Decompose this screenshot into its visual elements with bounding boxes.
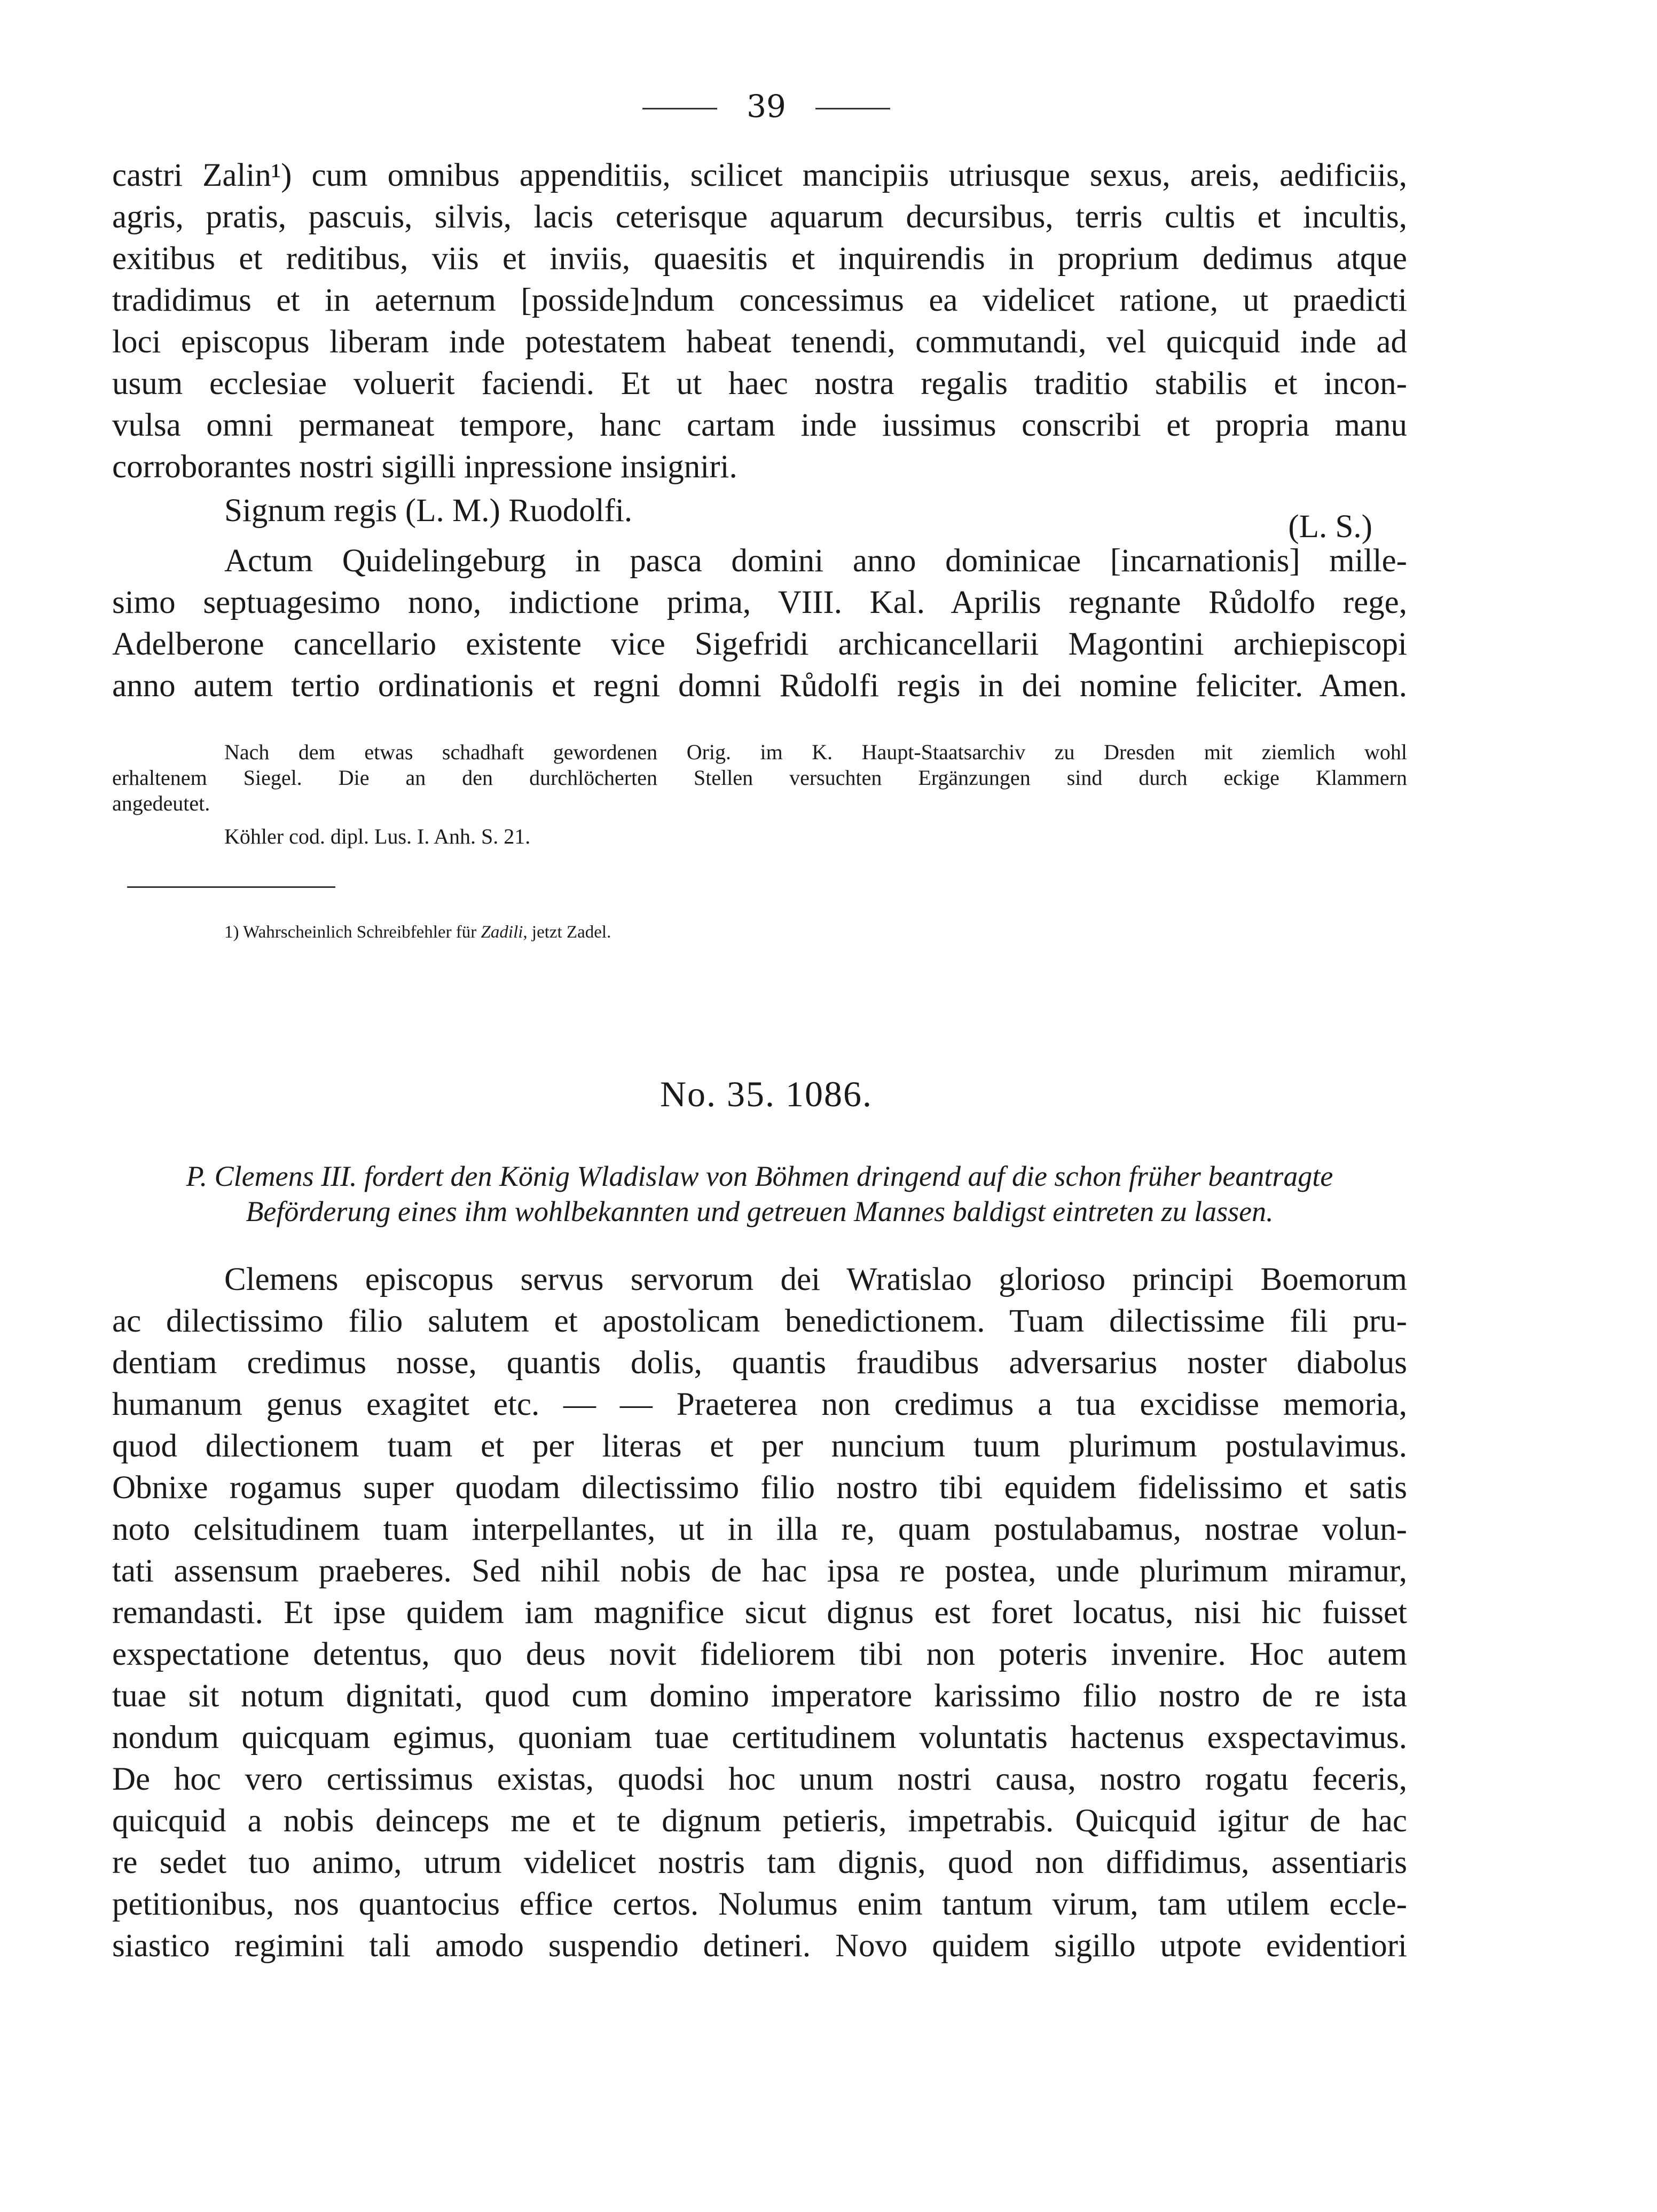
page-number: 39 bbox=[747, 88, 786, 124]
footnote-suffix: , jetzt Zadel. bbox=[523, 923, 611, 942]
letter-line: Obnixe rogamus super quodam dilectissimo filio nostro tibi equidem fidelissimo et satis bbox=[112, 1470, 1407, 1506]
header-rule-left bbox=[642, 108, 717, 109]
document-title: No. 35. 1086. bbox=[659, 1074, 873, 1114]
charter-line: exitibus et reditibus, viis et inviis, quaesitis et inquirendis in proprium dedimus atque bbox=[112, 241, 1407, 277]
charter-line: vulsa omni permaneat tempore, hanc cartam inde iussimus conscribi et propria manu bbox=[112, 407, 1407, 443]
actum-paragraph bbox=[112, 540, 1407, 707]
letter-line: humanum genus exagitet etc. — — Praeterea non credimus a tua excidisse memoria, bbox=[112, 1387, 1407, 1422]
footnote bbox=[224, 923, 611, 942]
signature-row bbox=[224, 490, 1407, 545]
letter-line: re sedet tuo animo, utrum videlicet nostris tam dignis, quod non diffidimus, assentiaris bbox=[112, 1845, 1407, 1880]
letter-line: remandasti. Et ipse quidem iam magnifice sicut dignus est foret locatus, nisi hic fuisset bbox=[112, 1595, 1407, 1631]
letter-line: dentiam credimus nosse, quantis dolis, quantis fraudibus adversarius noster diabolus bbox=[112, 1345, 1407, 1381]
letter-line: exspectatione detentus, quo deus novit fideliorem tibi non poteris invenire. Hoc autem bbox=[112, 1636, 1407, 1672]
source-note-line: angedeutet. bbox=[112, 791, 210, 815]
charter-line: usum ecclesiae voluerit faciendi. Et ut haec nostra regalis traditio stabilis et incon- bbox=[112, 366, 1407, 402]
letter-line: ac dilectissimo filio salutem et apostolicam benedictionem. Tuam dilectissime fili pru- bbox=[112, 1303, 1407, 1339]
charter-line: tradidimus et in aeternum [posside]ndum concessimus ea videlicet ratione, ut praedicti bbox=[112, 282, 1407, 318]
source-note-line: Nach dem etwas schadhaft gewordenen Orig. im K. Haupt-Staatsarchiv zu Dresden mit ziemlich wohl bbox=[224, 740, 1407, 764]
letter-line: De hoc vero certissimus existas, quodsi hoc unum nostri causa, nostro rogatu feceris, bbox=[112, 1761, 1407, 1797]
letter-line: nondum quicquam egimus, quoniam tuae certitudinem voluntatis hactenus exspectavimus. bbox=[112, 1720, 1407, 1756]
actum-line: simo septuagesimo nono, indictione prima, VIII. Kal. Aprilis regnante Růdolfo rege, bbox=[112, 585, 1407, 620]
footnote-rule bbox=[127, 886, 335, 888]
letter-line: quod dilectionem tuam et per literas et per nuncium tuum plurimum postulavimus. bbox=[112, 1428, 1407, 1464]
letter-line: petitionibus, nos quantocius effice certos. Nolumus enim tantum virum, tam utilem eccle- bbox=[112, 1886, 1407, 1922]
actum-line: anno autem tertio ordinationis et regni domni Růdolfi regis in dei nomine feliciter. Amen. bbox=[112, 668, 1407, 704]
charter-text bbox=[112, 155, 1407, 488]
actum-line: Adelberone cancellario existente vice Sigefridi archicancellarii Magontini archiepiscopi bbox=[112, 626, 1407, 662]
footnote-prefix: 1) Wahrscheinlich Schreibfehler für bbox=[224, 923, 481, 942]
charter-line: agris, pratis, pascuis, silvis, lacis ceterisque aquarum decursibus, terris cultis et incultis, bbox=[112, 199, 1407, 235]
charter-line: castri Zalin¹) cum omnibus appenditiis, scilicet mancipiis utriusque sexus, areis, aedificiis, bbox=[112, 158, 1407, 193]
source-note-line: erhaltenem Siegel. Die an den durchlöcherten Stellen versuchten Ergänzungen sind durch eckige Klammern bbox=[112, 766, 1407, 790]
source-note bbox=[112, 739, 1407, 849]
signum-text: Signum regis (L. M.) Ruodolfi. bbox=[224, 493, 633, 529]
letter-line: quicquid a nobis deinceps me et te dignum petieris, impetrabis. Quicquid igitur de hac bbox=[112, 1803, 1407, 1839]
regest-line: Beförderung eines ihm wohlbekannten und getreuen Mannes baldigst eintreten zu lassen. bbox=[246, 1195, 1274, 1227]
charter-line: loci episcopus liberam inde potestatem habeat tenendi, commutandi, vel quicquid inde ad bbox=[112, 324, 1407, 360]
footnote-italic: Zadili bbox=[481, 923, 523, 942]
regest-line: P. Clemens III. fordert den König Wladislaw von Böhmen dringend auf die schon früher beantragte bbox=[186, 1160, 1333, 1192]
source-reference: Köhler cod. dipl. Lus. I. Anh. S. 21. bbox=[224, 824, 531, 848]
header-rule-right bbox=[815, 108, 890, 109]
letter-line: tati assensum praeberes. Sed nihil nobis de hac ipsa re postea, unde plurimum miramur, bbox=[112, 1553, 1407, 1589]
actum-line: Actum Quidelingeburg in pasca domini anno dominicae [incarnationis] mille- bbox=[224, 543, 1407, 579]
seal-mark: (L. S.) bbox=[1288, 509, 1372, 545]
letter-line: Clemens episcopus servus servorum dei Wratislao glorioso principi Boemorum bbox=[224, 1262, 1407, 1297]
letter-line: noto celsitudinem tuam interpellantes, ut in illa re, quam postulabamus, nostrae volun- bbox=[112, 1512, 1407, 1547]
letter-line: siastico regimini tali amodo suspendio detineri. Novo quidem sigillo utpote evidentiori bbox=[112, 1928, 1407, 1964]
charter-line: corroborantes nostri sigilli inpressione insigniri. bbox=[112, 449, 737, 485]
regest bbox=[112, 1159, 1407, 1229]
letter-line: tuae sit notum dignitati, quod cum domino imperatore karissimo filio nostro de re ista bbox=[112, 1678, 1407, 1714]
page-header bbox=[0, 88, 1533, 124]
letter-text bbox=[112, 1259, 1407, 1967]
